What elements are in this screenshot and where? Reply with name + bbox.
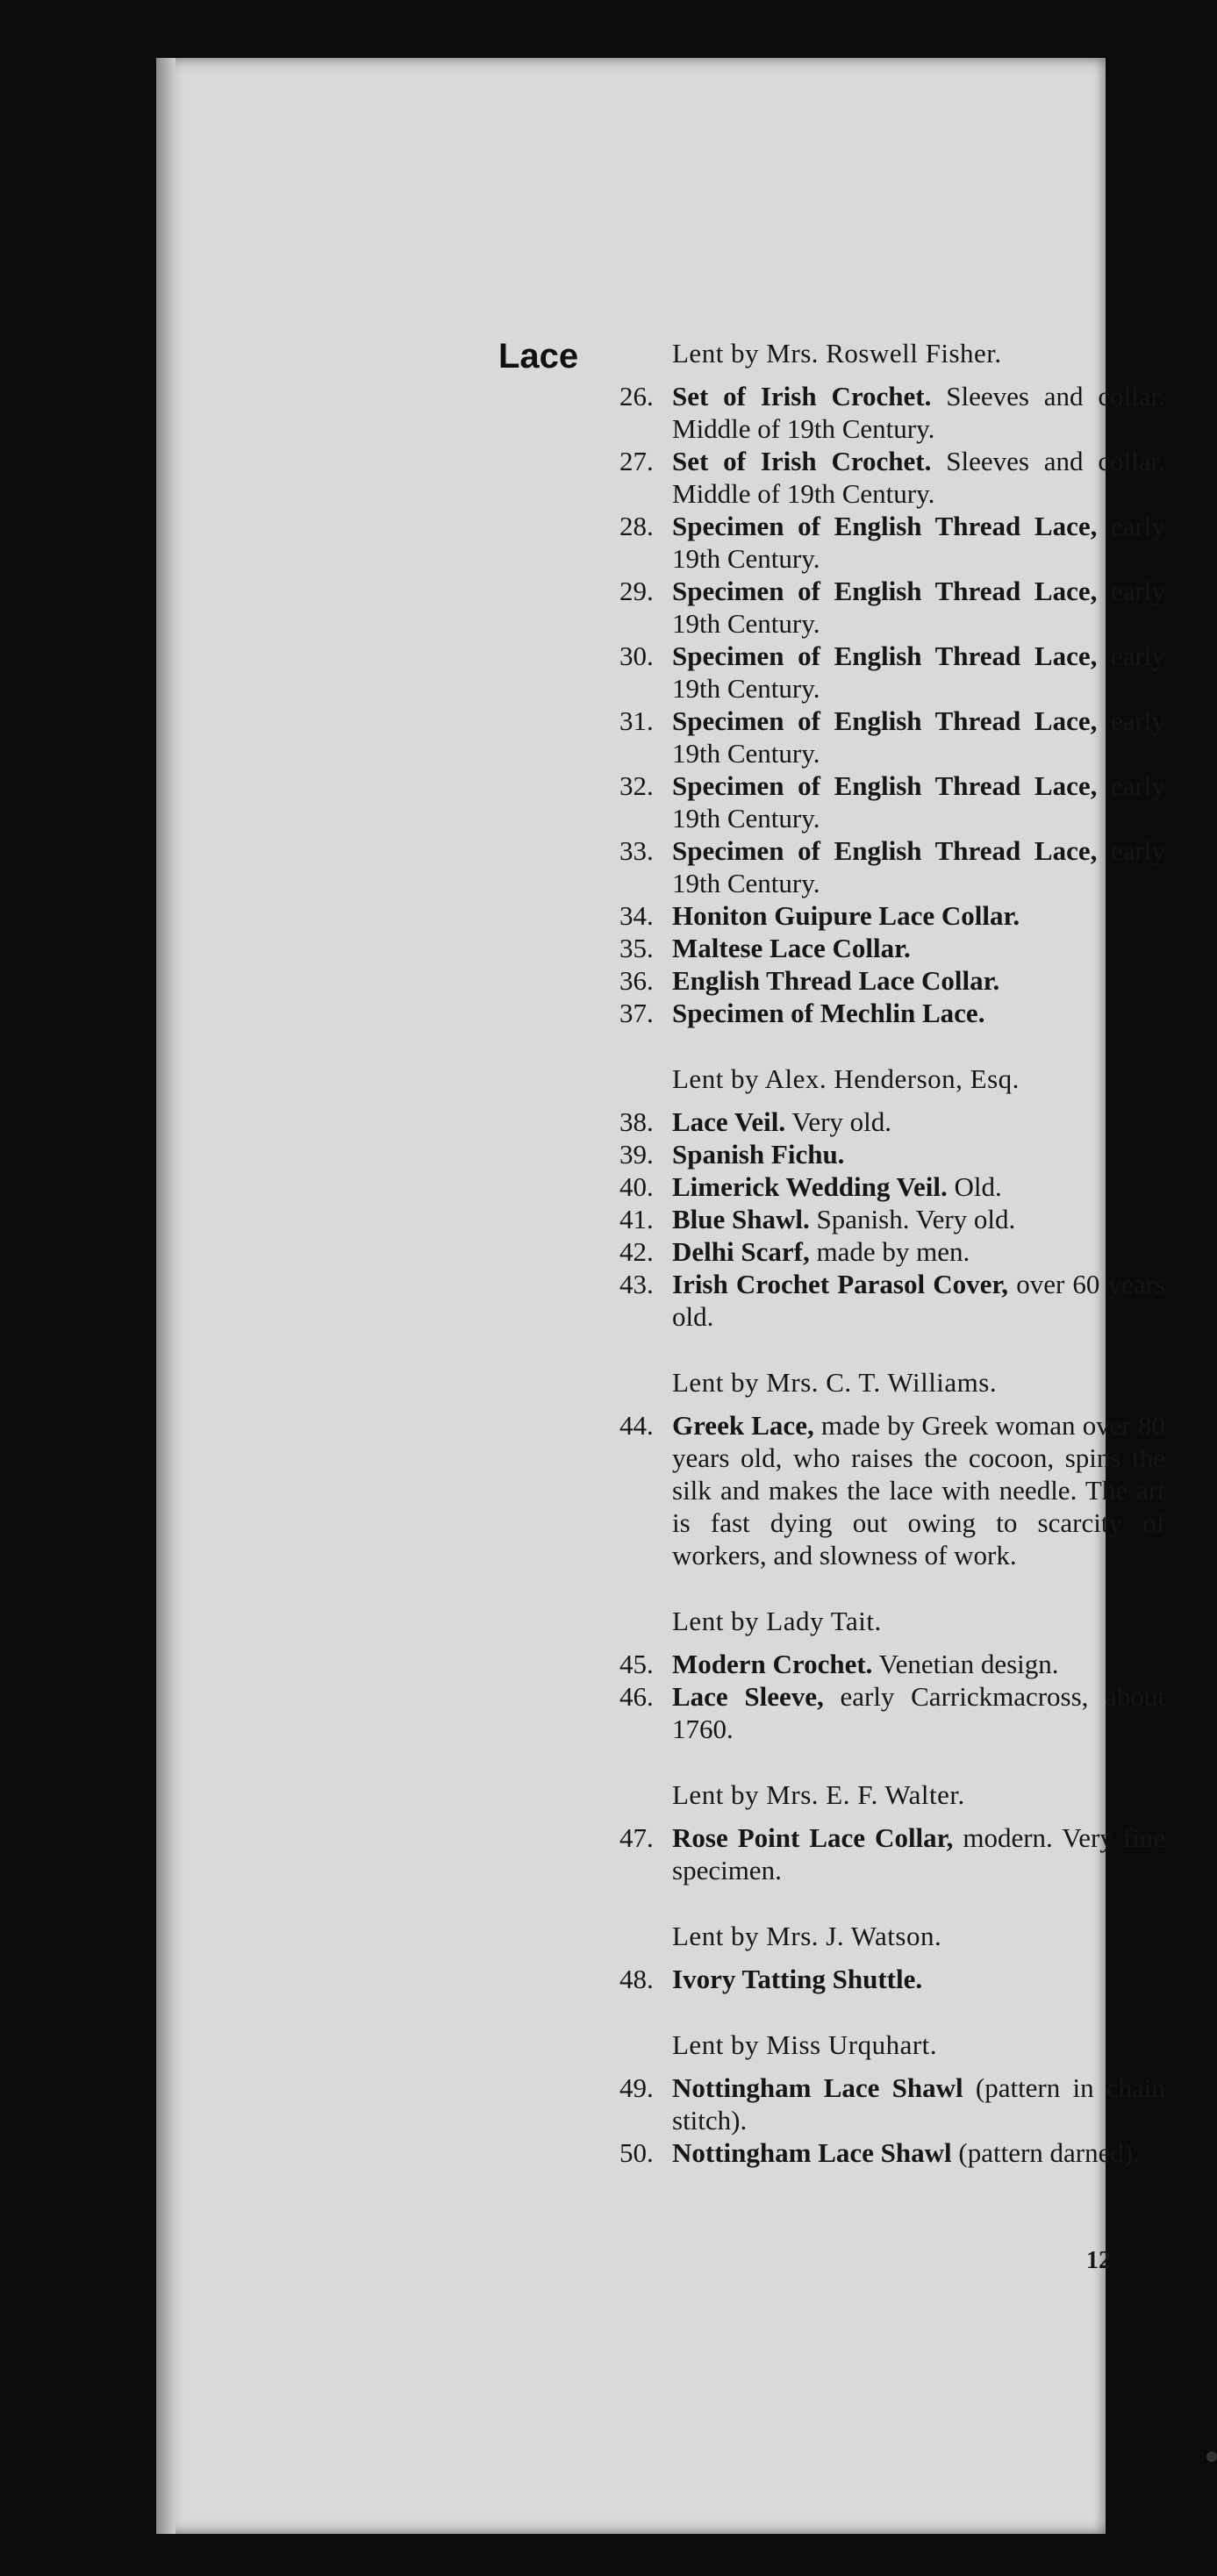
catalogue-entry [604,997,1165,1029]
catalogue-entry [604,510,1165,575]
catalogue-entry [604,2072,1165,2136]
catalogue-entry [604,834,1165,899]
entry-description: early 19th Century. [672,640,1165,704]
entry-number: 50. [619,2137,654,2168]
group-gap [604,1571,1165,1605]
lender-line: Lent by Mrs. E. F. Walter. [672,1779,965,1810]
entry-title: Lace Sleeve, [672,1681,824,1712]
catalogue-entry [604,964,1165,997]
speck [1206,2451,1217,2462]
entry-number: 38. [619,1106,654,1137]
scanned-page [156,58,1165,2534]
entry-title: Honiton Guipure Lace Collar. [672,900,1020,931]
entry-number: 47. [619,1822,654,1853]
catalogue-entry [604,1680,1165,1745]
entry-title: Nottingham Lace Shawl [672,2137,952,2168]
entry-title: Limerick Wedding Veil. [672,1171,948,1202]
lender-line: Lent by Mrs. J. Watson. [672,1921,942,1951]
entry-number: 34. [619,900,654,931]
entry-number: 46. [619,1681,654,1712]
entry-description: made by Greek woman over 80 years old, who raises the cocoon, spins the silk and makes the lace with needle. The art is fast dying out owing to scarcity of workers, and slowness of work. [672,1410,1165,1571]
entry-title: Set of Irish Crochet. [672,381,932,411]
lender-line: Lent by Mrs. Roswell Fisher. [672,338,1002,369]
entry-number: 36. [619,965,654,996]
entry-number: 30. [619,640,654,671]
entry-number: 45. [619,1649,654,1679]
entry-number: 33. [619,835,654,866]
entry-title: Specimen of English Thread Lace, [672,835,1098,866]
entry-title: Specimen of English Thread Lace, [672,640,1098,671]
entry-title: Specimen of English Thread Lace, [672,705,1098,736]
entry-title: Specimen of English Thread Lace, [672,576,1098,606]
catalogue-entry [604,1138,1165,1170]
catalogue-entry [604,2136,1165,2169]
entry-number: 26. [619,381,654,411]
entry-number: 32. [619,770,654,801]
catalogue-entry [604,1170,1165,1203]
entry-title: English Thread Lace Collar. [672,965,1000,996]
entry-title: Nottingham Lace Shawl [672,2072,963,2103]
catalogue-entry [604,1235,1165,1268]
entry-number: 29. [619,576,654,606]
entry-number: 35. [619,933,654,963]
entry-description: (pattern darned). [951,2137,1140,2168]
page-number: 12 [1086,2247,1111,2274]
entry-title: Specimen of English Thread Lace, [672,770,1098,801]
entry-description: (pattern in chain stitch). [672,2072,1165,2136]
lender-line: Lent by Alex. Henderson, Esq. [672,1063,1020,1094]
entry-title: Ivory Tatting Shuttle. [672,1964,923,1994]
entry-title: Irish Crochet Parasol Cover, [672,1269,1009,1299]
entry-description: Venetian design. [872,1649,1059,1679]
entry-description: early 19th Century. [672,835,1165,898]
group-gap [604,1886,1165,1920]
entry-description: Very old. [785,1106,892,1137]
entry-title: Lace Veil. [672,1106,786,1137]
entry-description: early 19th Century. [672,705,1165,769]
entry-number: 28. [619,511,654,541]
catalogue-entry [604,1203,1165,1235]
catalogue-list [604,337,1165,2169]
entry-description: over 60 years old. [672,1269,1165,1332]
catalogue-entry [604,899,1165,932]
catalogue-entry [604,1963,1165,1995]
entry-number: 40. [619,1171,654,1202]
entry-description: modern. Very fine specimen. [672,1822,1165,1885]
entry-title: Maltese Lace Collar. [672,933,911,963]
catalogue-entry [604,1409,1165,1571]
catalogue-entry [604,445,1165,510]
entry-description: early Carrickmacross, about 1760. [672,1681,1165,1744]
entry-title: Specimen of Mechlin Lace. [672,998,985,1028]
entry-description: Sleeves and collar. Middle of 19th Century. [672,381,1165,444]
entry-number: 48. [619,1964,654,1994]
entry-number: 39. [619,1139,654,1170]
entry-title: Delhi Scarf, [672,1236,810,1267]
entry-description: early 19th Century. [672,576,1165,639]
lender-line: Lent by Miss Urquhart. [672,2029,938,2060]
lender-line: Lent by Lady Tait. [672,1606,882,1636]
entry-number: 49. [619,2072,654,2103]
entry-title: Rose Point Lace Collar, [672,1822,954,1853]
catalogue-entry [604,380,1165,445]
entry-number: 41. [619,1204,654,1234]
entry-title: Blue Shawl. [672,1204,810,1234]
catalogue-entry [604,1106,1165,1138]
lender-line: Lent by Mrs. C. T. Williams. [672,1367,998,1398]
catalogue-entry [604,575,1165,640]
entry-description: early 19th Century. [672,511,1165,574]
entry-title: Specimen of English Thread Lace, [672,511,1098,541]
entry-number: 31. [619,705,654,736]
entry-description: Spanish. Very old. [809,1204,1016,1234]
group-gap [604,1333,1165,1366]
section-label: Lace [498,337,579,376]
entry-description: Sleeves and collar. Middle of 19th Century. [672,446,1165,509]
entry-number: 37. [619,998,654,1028]
entry-title: Spanish Fichu. [672,1139,845,1170]
catalogue-entry [604,705,1165,769]
entry-description: made by men. [809,1236,970,1267]
catalogue-entry [604,1821,1165,1886]
catalogue-entry [604,1648,1165,1680]
entry-description: Old. [947,1171,1002,1202]
entry-number: 42. [619,1236,654,1267]
entry-title: Greek Lace, [672,1410,814,1441]
catalogue-entry [604,769,1165,834]
entry-description: early 19th Century. [672,770,1165,834]
catalogue-entry [604,1268,1165,1333]
catalogue-entry [604,932,1165,964]
group-gap [604,1745,1165,1778]
group-gap [604,1029,1165,1063]
entry-number: 27. [619,446,654,476]
catalogue-entry [604,640,1165,705]
entry-title: Modern Crochet. [672,1649,873,1679]
entry-number: 43. [619,1269,654,1299]
entry-title: Set of Irish Crochet. [672,446,932,476]
group-gap [604,1995,1165,2029]
entry-number: 44. [619,1410,654,1441]
